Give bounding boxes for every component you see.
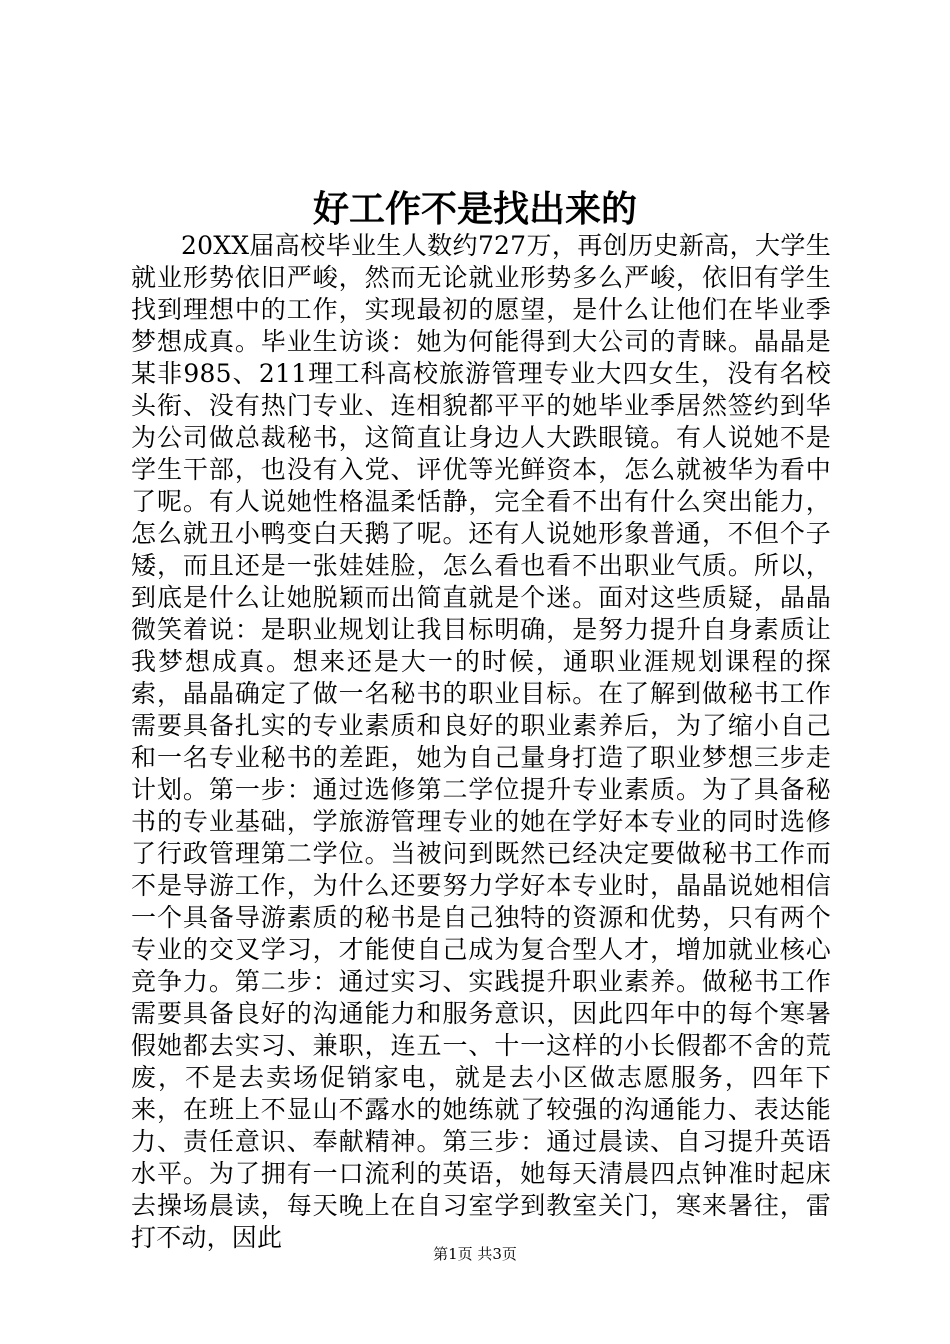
page-number-footer: 第1页 共3页 xyxy=(433,1245,517,1263)
document-title: 好工作不是找出来的 xyxy=(312,188,637,230)
document-body-paragraph: 20XX届高校毕业生人数约727万，再创历史新高，大学生就业形势依旧严峻，然而无论就业形势多么严峻，依旧有学生找到理想中的工作，实现最初的愿望，是什么让他们在毕业季梦想成真。毕业生访谈：她为何能得到大公司的青睐。晶晶是某非985、211理工科高校旅游管理专业大四女生，没有名校头衔、没有热门专业、连相貌都平平的她毕业季居然签约到华为公司做总裁秘书，这简直让身边人大跌眼镜。有人说她不是学生干部，也没有入党、评优等光鲜资本，怎么就被华为看中了呢。有人说她性格温柔恬静，完全看不出有什么突出能力，怎么就丑小鸭变白天鹅了呢。还有人说她形象普通，不但个子矮，而且还是一张娃娃脸，怎么看也看不出职业气质。所以，到底是什么让她脱颖而出简直就是个迷。面对这些质疑，晶晶微笑着说：是职业规划让我目标明确，是努力提升自身素质让我梦想成真。想来还是大一的时候，通职业涯规划课程的探索，晶晶确定了做一名秘书的职业目标。在了解到做秘书工作需要具备扎实的专业素质和良好的职业素养后，为了缩小自己和一名专业秘书的差距，她为自己量身打造了职业梦想三步走计划。第一步：通过选修第二学位提升专业素质。为了具备秘书的专业基础，学旅游管理专业的她在学好本专业的同时选修了行政管理第二学位。当被问到既然已经决定要做秘书工作而不是导游工作，为什么还要努力学好本专业时，晶晶说她相信一个具备导游素质的秘书是自己独特的资源和优势，只有两个专业的交叉学习，才能使自己成为复合型人才，增加就业核心竞争力。第二步：通过实习、实践提升职业素养。做秘书工作需要具备良好的沟通能力和服务意识，因此四年中的每个寒暑假她都去实习、兼职，连五一、十一这样的小长假都不舍的荒废，不是去卖场促销家电，就是去小区做志愿服务，四年下来，在班上不显山不露水的她练就了较强的沟通能力、表达能力、责任意识、奉献精神。第三步：通过晨读、自习提升英语水平。为了拥有一口流利的英语，她每天清晨四点钟准时起床去操场晨读，每天晚上在自习室学到教室关门，寒来暑往，雷打不动，因此 xyxy=(131,231,831,1252)
